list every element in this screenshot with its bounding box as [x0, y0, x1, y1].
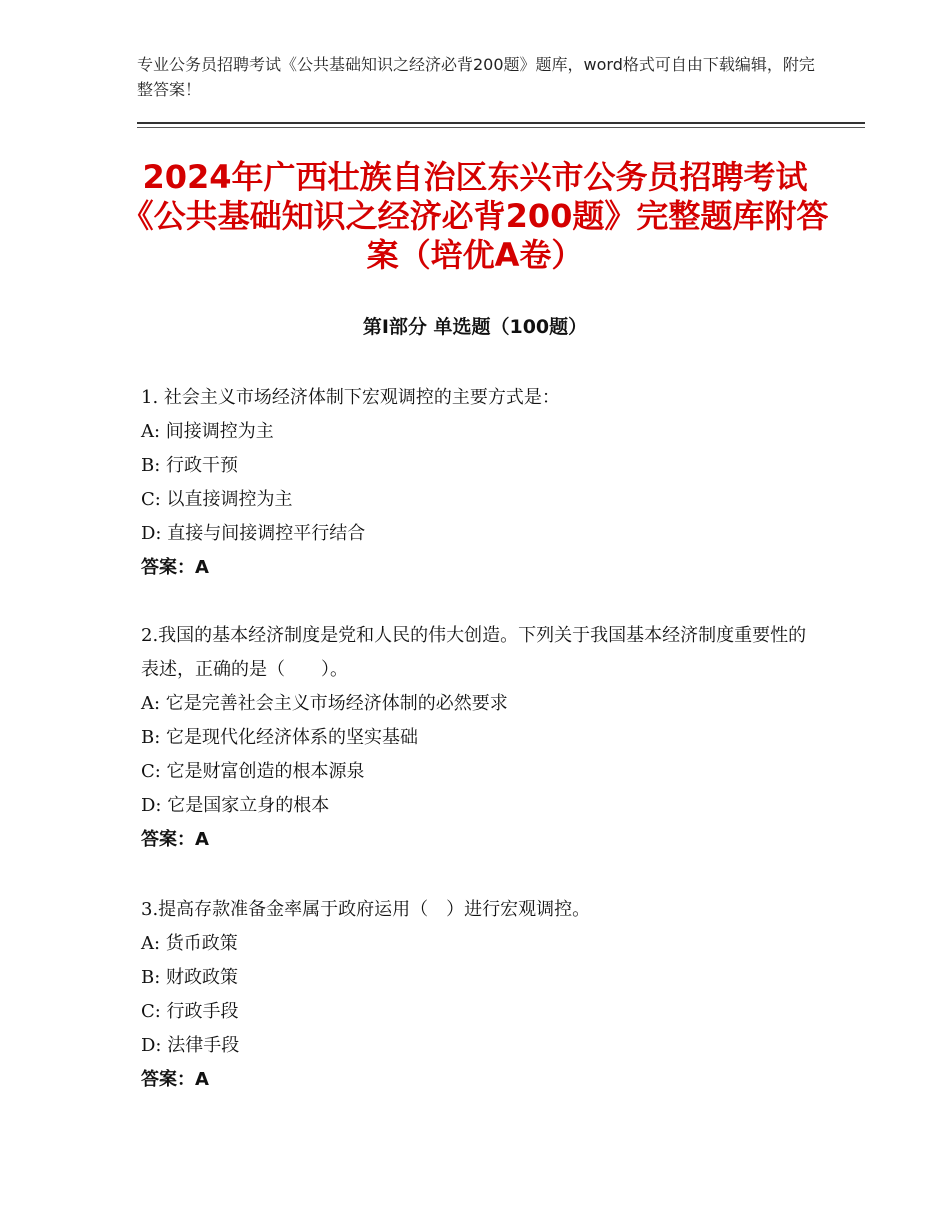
option-b: B: 它是现代化经济体系的坚实基础	[141, 727, 419, 748]
question-stem: 3.提高存款准备金率属于政府运用（ ）进行宏观调控。	[141, 899, 591, 920]
answer: 答案：A	[141, 557, 209, 578]
option-a: A: 货币政策	[141, 933, 238, 954]
option-c: C: 行政手段	[141, 1001, 239, 1022]
question-1	[141, 381, 821, 585]
question-stem: 2.我国的基本经济制度是党和人民的伟大创造。下列关于我国基本经济制度重要性的表述，正确的是（ ）。	[141, 625, 807, 680]
question-2	[141, 619, 821, 857]
option-d: D: 直接与间接调控平行结合	[141, 523, 366, 544]
document-title: 2024年广西壮族自治区东兴市公务员招聘考试《公共基础知识之经济必背200题》完整题库附答案（培优A卷）	[121, 158, 829, 274]
option-b: B: 行政干预	[141, 455, 239, 476]
answer: 答案：A	[141, 829, 209, 850]
section-title: 第Ⅰ部分 单选题（100题）	[362, 316, 588, 338]
header-divider	[137, 122, 865, 124]
question-3	[141, 893, 821, 1097]
option-c: C: 以直接调控为主	[141, 489, 293, 510]
header-divider-thin	[137, 127, 865, 128]
option-d: D: 它是国家立身的根本	[141, 795, 330, 816]
option-c: C: 它是财富创造的根本源泉	[141, 761, 365, 782]
option-a: A: 它是完善社会主义市场经济体制的必然要求	[141, 693, 508, 714]
option-d: D: 法律手段	[141, 1035, 240, 1056]
question-stem: 1. 社会主义市场经济体制下宏观调控的主要方式是：	[141, 387, 560, 408]
header-note: 专业公务员招聘考试《公共基础知识之经济必背200题》题库，word格式可自由下载编辑，附完整答案！	[137, 55, 815, 99]
option-b: B: 财政政策	[141, 967, 239, 988]
option-a: A: 间接调控为主	[141, 421, 274, 442]
answer: 答案：A	[141, 1069, 209, 1090]
